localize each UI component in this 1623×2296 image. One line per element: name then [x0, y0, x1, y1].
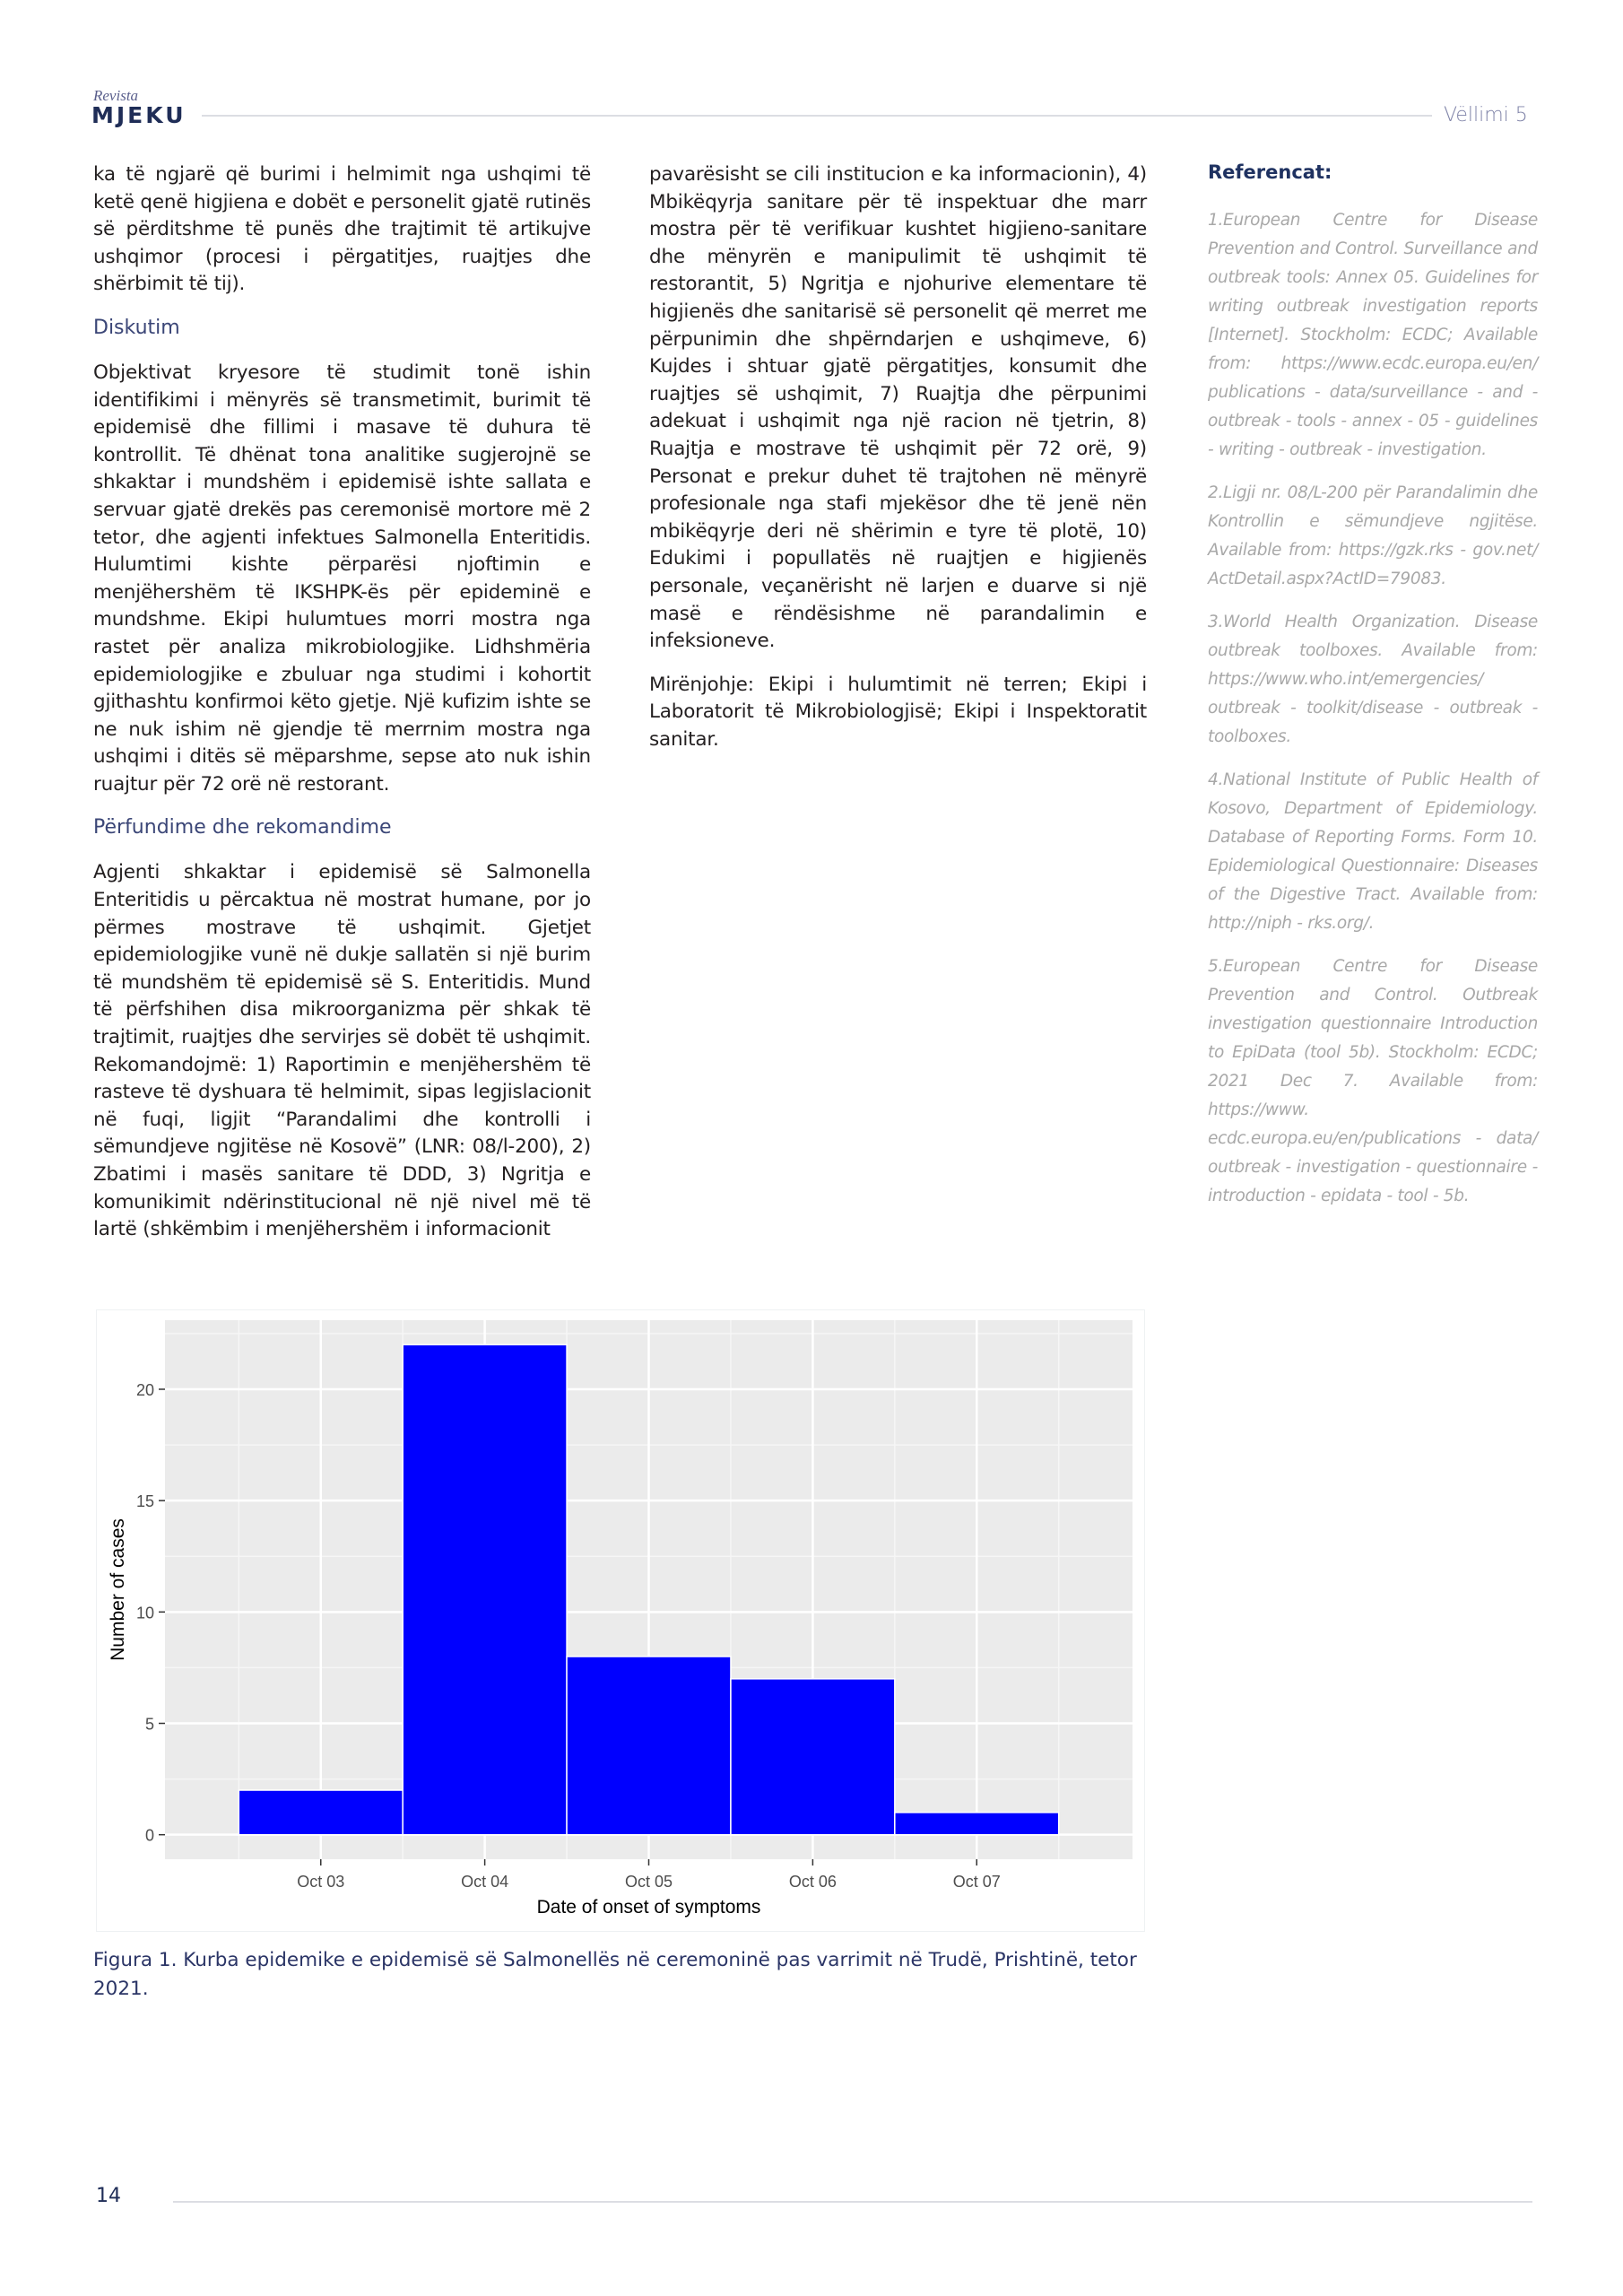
reference-item: 4.National Institute of Public Health of Kosovo, Department of Epidemiology. Database of Reporting Forms. Form 10. Epidemiological Questionnaire: Diseases of the Digestive Tract. Available from: http://niph - rks.org/. — [1208, 770, 1538, 933]
column-2 — [649, 161, 1147, 770]
y-tick-label: 5 — [144, 1715, 154, 1734]
y-tick-label: 20 — [135, 1380, 154, 1399]
paragraph: Objektivat kryesore të studimit tonë ishin identifikimi i mënyrës së transmetimit, burimit të epidemisë dhe fillimi i masave të duhura të kontrollit. Të dhënat tona analitike sugjerojnë se shkaktar i mundshëm i epidemisë ishte sallata e servuar gjatë drekës pas ceremonisë mortore më 2 tetor, dhe agjenti infektues Salmonella Enteritidis. Hulumtimi kishte përparësi njoftimin e menjëhershëm të IKSHPK-ës për epideminë e mundshme. Ekipi hulumtues morri mostra nga rastet për analiza mikrobiologjike. Lidhshmëria epidemiologjike e zbuluar nga studimi i kohortit gjithashtu konfirmoi këto gjetje. Një kufizim ishte se ne nuk ishim në gjendje të merrnim mostra nga ushqimi i ditës së mëparshme, sepse ato nuk ishin ruajtur për 72 orë në restorant. — [93, 361, 591, 796]
column-1 — [93, 161, 591, 1260]
y-tick-label: 15 — [135, 1492, 154, 1511]
epidemic-curve-chart — [97, 1310, 1144, 1931]
reference-item: 3.World Health Organization. Disease outbreak toolboxes. Available from: https://www.who.int/emergencies/ outbreak - toolkit/disease - outbreak - toolboxes. — [1208, 613, 1538, 746]
journal-logo — [91, 88, 187, 126]
paragraph: pavarësisht se cili institucion e ka informacionin), 4) Mbikëqyrja sanitare për të inspektuar dhe marr mostra për të verifikuar kushtet higjieno-sanitare dhe mënyrën e manipulimit të ushqimit të restorantit, 5) Ngritja e njohurive elementare të higjienës dhe sanitarisë së personelit që merret me përpunimin dhe shpërndarjen e ushqimeve, 6) Kujdes i shtuar gjatë përgatitjes, konsumit dhe ruajtjes së ushqimit, 7) Ruajtja dhe përpunimi adekuat i ushqimit nga një racion në tjetrin, 8) Ruajtja e mostrave të ushqimit për 72 orë, 9) Personat e prekur duhet të trajtohen në mënyrë profesionale nga stafi mjekësor dhe të jenë nën mbikëqyrje deri në shërimin e tyre të plotë, 10) Edukimi i popullatës në ruajtjen e higjienës personale, veçanërisht në larjen e duarve si një masë e rëndësishme në parandalimin e infeksioneve. — [649, 163, 1147, 653]
x-tick-label: Oct 03 — [297, 1873, 345, 1891]
references-title: Referencat: — [1208, 161, 1332, 183]
logo-subtitle: Revista — [93, 87, 139, 104]
bar-oct-07 — [895, 1813, 1059, 1835]
figure-caption: Figura 1. Kurba epidemike e epidemisë së Salmonellës në ceremoninë pas varrimit në Trudë, Prishtinë, tetor 2021. — [93, 1949, 1137, 2000]
bar-oct-04 — [403, 1344, 567, 1834]
x-tick-label: Oct 04 — [461, 1873, 509, 1891]
section-heading-discussion: Diskutim — [93, 316, 180, 339]
epidemic-curve-figure — [96, 1309, 1145, 1932]
section-heading-conclusions: Përfundime dhe rekomandime — [93, 816, 392, 839]
x-tick-label: Oct 07 — [952, 1873, 1001, 1891]
paragraph: ka të ngjarë që burimi i helmimit nga ushqimi të ketë qenë higjiena e dobët e personelit gjatë rutinës së përditshme të punës dhe trajtimit të artikujve ushqimor (procesi i përgatitjes, ruajtjes dhe shërbimit të tij). — [93, 163, 591, 296]
x-tick-label: Oct 06 — [788, 1873, 837, 1891]
y-tick-label: 10 — [135, 1604, 154, 1622]
header-divider — [202, 115, 1432, 117]
bar-oct-06 — [731, 1679, 895, 1835]
acknowledgements: Mirënjohje: Ekipi i hulumtimit në terren; Ekipi i Laboratorit të Mikrobiologjisë; Ekipi i Inspektoratit sanitar. — [649, 673, 1147, 751]
page-number: 14 — [96, 2185, 121, 2207]
x-axis-title: Date of onset of symptoms — [536, 1897, 761, 1918]
y-tick-label: 0 — [144, 1826, 154, 1845]
reference-item: 1.European Centre for Disease Prevention and Control. Surveillance and outbreak tools: Annex 05. Guidelines for writing outbreak investigation reports [Internet]. Stockholm: ECDC; Available from: https://www.ecdc.europa.eu/en/ publications - data/surveillance - and - outbreak - tools - annex - 05 - guidelines - writing - outbreak - investigation. — [1208, 211, 1538, 459]
bar-oct-03 — [239, 1790, 403, 1835]
volume-label: Vëllimi 5 — [1444, 104, 1528, 126]
bar-oct-05 — [567, 1657, 731, 1835]
references-section — [1208, 161, 1538, 1225]
reference-item: 2.Ligji nr. 08/L-200 për Parandalimin dhe Kontrollin e sëmundjeve ngjitëse. Available from: https://gzk.rks - gov.net/ ActDetail.aspx?ActID=79083. — [1208, 483, 1538, 588]
reference-item: 5.European Centre for Disease Prevention and Control. Outbreak investigation questionnaire Introduction to EpiData (tool 5b). Stockholm: ECDC; 2021 Dec 7. Available from: https://www. ecdc.europa.eu/en/publications - data/ outbreak - investigation - questionnaire - introduction - epidata - tool - 5b. — [1208, 957, 1538, 1205]
x-tick-label: Oct 05 — [624, 1873, 673, 1891]
paragraph: Agjenti shkaktar i epidemisë së Salmonella Enteritidis u përcaktua në mostrat humane, por jo përmes mostrave të ushqimit. Gjetjet epidemiologjike vunë në dukje sallatën si një burim të mundshëm të epidemisë së S. Enteritidis. Mund të përfshihen disa mikroorganizma për shkak të trajtimit, ruajtjes dhe servirjes së dobët të ushqimit. Rekomandojmë: 1) Raportimin e menjëhershëm të rasteve të dyshuara të helmimit, sipas legjislacionit në fuqi, ligjit “Parandalimi dhe kontrolli i sëmundjeve ngjitëse në Kosovë” (LNR: 08/l-200), 2) Zbatimi i masës sanitare të DDD, 3) Ngritja e komunikimit ndërinstitucional në një nivel më të lartë (shkëmbim i menjëhershëm i informacionit — [93, 861, 591, 1241]
footer-divider — [173, 2201, 1532, 2203]
y-axis — [136, 1381, 165, 1845]
x-axis — [297, 1859, 1001, 1891]
logo-title: MJEKU — [91, 102, 187, 128]
y-axis-title: Number of cases — [108, 1518, 128, 1661]
